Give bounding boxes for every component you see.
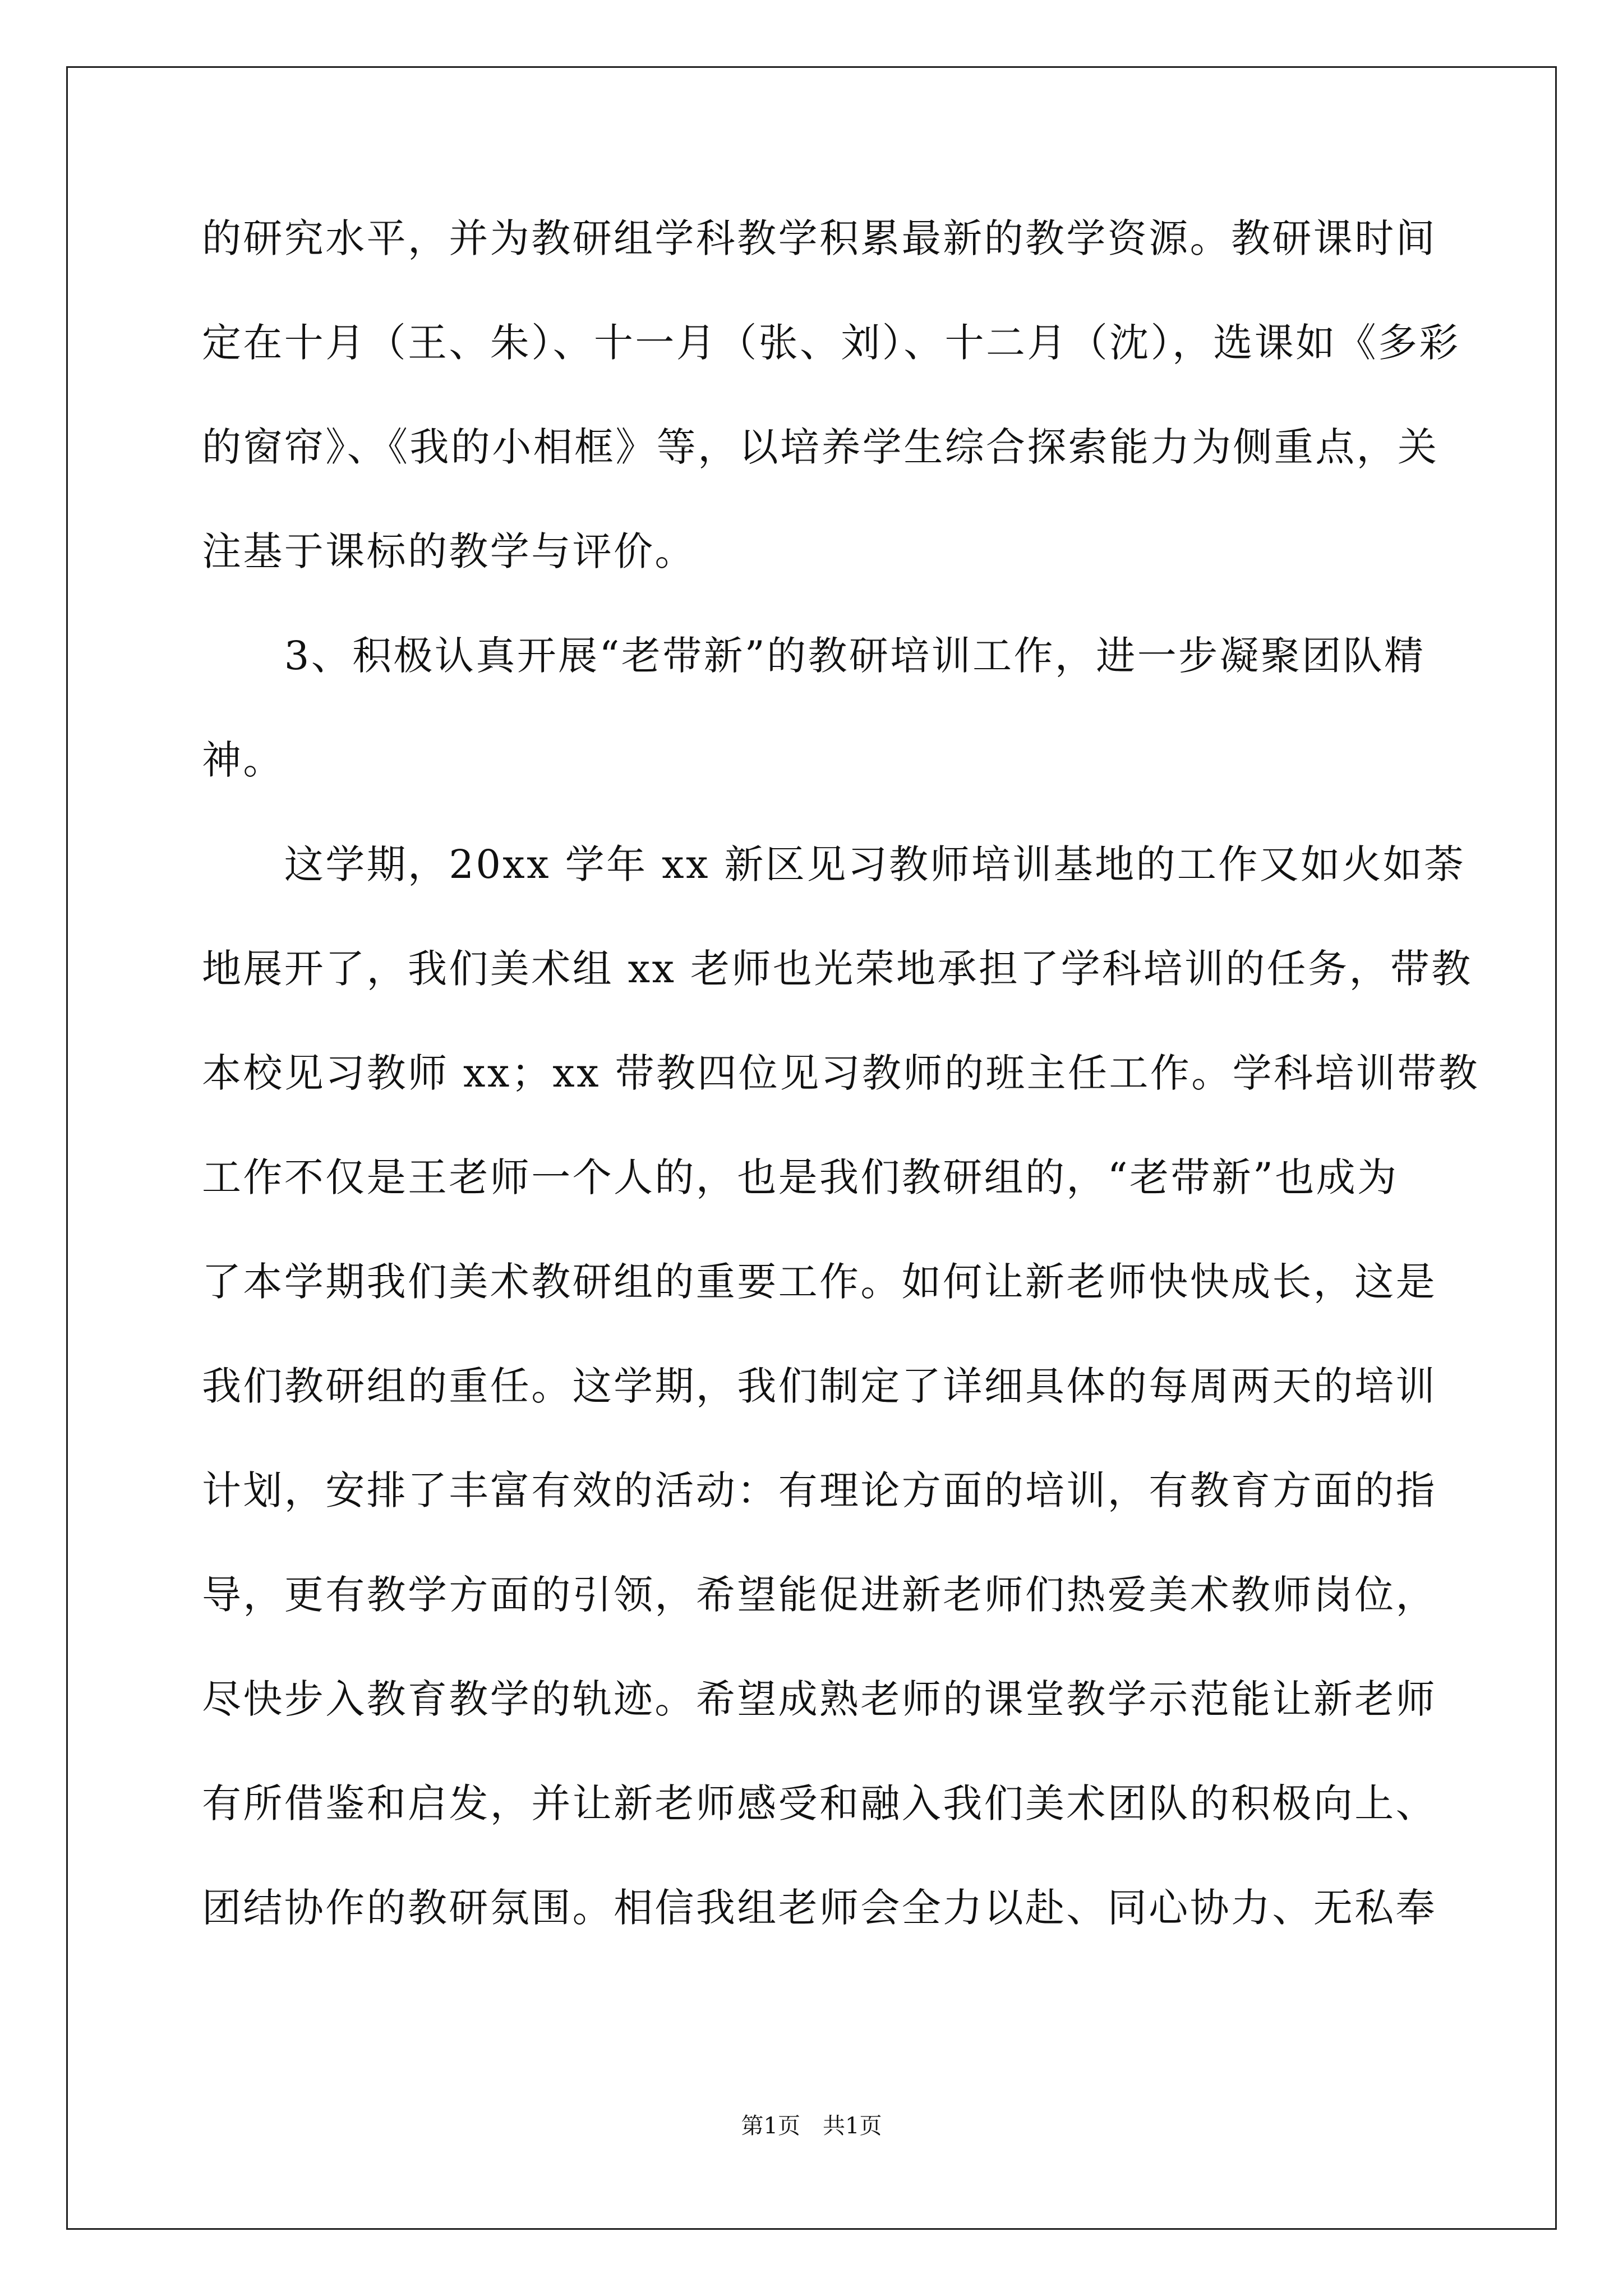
text-line: 有所借鉴和启发，并让新老师感受和融入我们美术团队的积极向上、 bbox=[202, 1780, 1437, 1826]
text-line: 神。 bbox=[202, 737, 284, 783]
text-line: 我们教研组的重任。这学期，我们制定了详细具体的每周两天的培训 bbox=[202, 1363, 1437, 1409]
text-line: 导，更有教学方面的引领，希望能促进新老师们热爱美术教师岗位， bbox=[202, 1572, 1437, 1618]
text-line: 了本学期我们美术教研组的重要工作。如何让新老师快快成长，这是 bbox=[202, 1259, 1437, 1305]
text-line: 的窗帘》、《我的小相框》等，以培养学生综合探索能力为侧重点，关 bbox=[202, 424, 1439, 470]
text-line: 团结协作的教研氛围。相信我组老师会全力以赴、同心协力、无私奉 bbox=[202, 1885, 1437, 1931]
page-number: 第1页 共1页 bbox=[741, 2113, 882, 2139]
text-line: 本校见习教师 xx；xx 带教四位见习教师的班主任工作。学科培训带教 bbox=[202, 1050, 1480, 1096]
text-line: 注基于课标的教学与评价。 bbox=[202, 528, 696, 574]
text-line: 尽快步入教育教学的轨迹。希望成熟老师的课堂教学示范能让新老师 bbox=[202, 1676, 1437, 1722]
text-line: 3、积极认真开展“老带新”的教研培训工作，进一步凝聚团队精 bbox=[202, 633, 1426, 679]
text-line: 计划，安排了丰富有效的活动：有理论方面的培训，有教育方面的指 bbox=[202, 1467, 1437, 1513]
text-line: 定在十月（王、朱）、十一月（张、刘）、十二月（沈），选课如《多彩 bbox=[202, 320, 1460, 366]
text-line: 地展开了，我们美术组 xx 老师也光荣地承担了学科培训的任务，带教 bbox=[202, 946, 1473, 992]
text-line: 工作不仅是王老师一个人的，也是我们教研组的，“老带新”也成为 bbox=[202, 1154, 1399, 1200]
text-line: 这学期，20xx 学年 xx 新区见习教师培训基地的工作又如火如荼 bbox=[202, 841, 1465, 887]
text-line: 的研究水平，并为教研组学科教学积累最新的教学资源。教研课时间 bbox=[202, 215, 1437, 261]
